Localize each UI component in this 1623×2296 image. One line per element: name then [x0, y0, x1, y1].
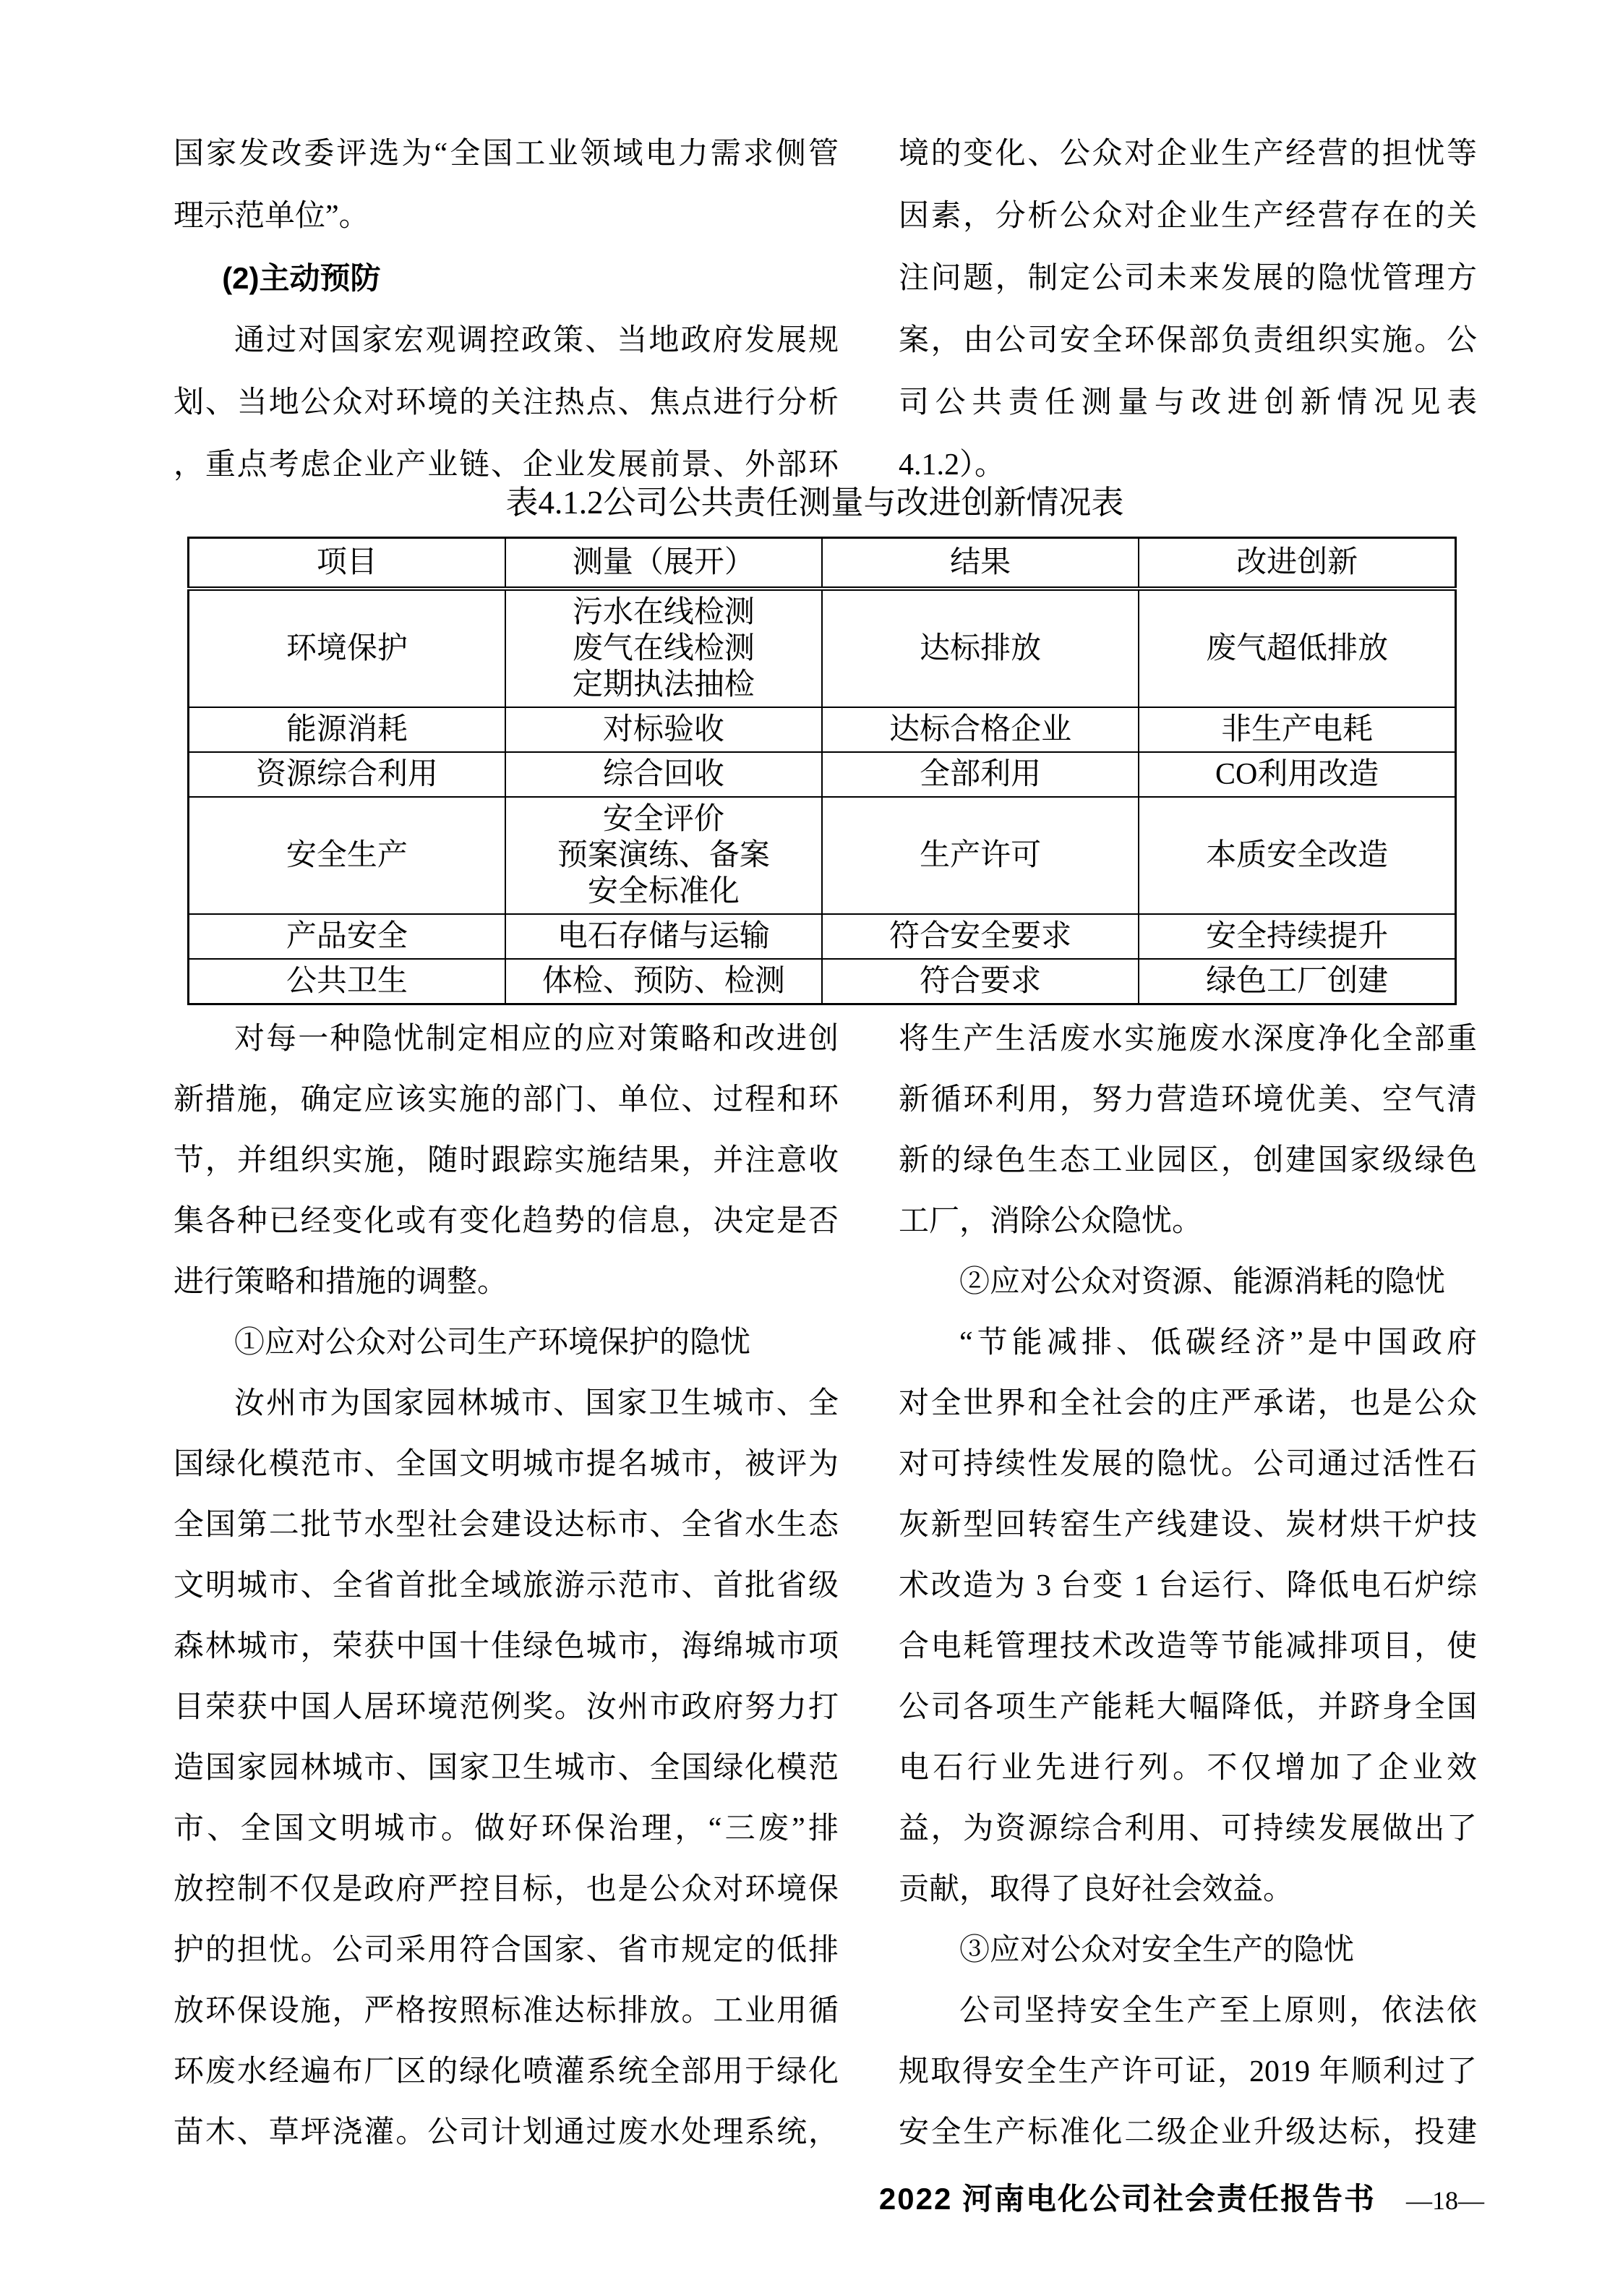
- text-line: 目荣获中国人居环境范例奖。汝州市政府努力打: [174, 1691, 839, 1724]
- cell-measure: 电石存储与运输: [505, 914, 822, 959]
- responsibility-table: [187, 537, 1457, 1005]
- cell-item: 公共卫生: [189, 959, 505, 1004]
- text-line: 节，并组织实施，随时跟踪实施结果，并注意收: [174, 1144, 839, 1177]
- cell-innovation: 安全持续提升: [1139, 914, 1455, 959]
- text-line: 苗木、草坪浇灌。公司计划通过废水处理系统，: [174, 2116, 839, 2149]
- cell-innovation: 废气超低排放: [1139, 589, 1455, 707]
- text-line: 对全世界和全社会的庄严承诺，也是公众: [899, 1387, 1477, 1420]
- cell-item: 资源综合利用: [189, 752, 505, 797]
- table-row: [189, 707, 1456, 752]
- text-line: 司公共责任测量与改进创新情况见表: [899, 386, 1477, 419]
- text-line: 理示范单位”。: [174, 200, 369, 233]
- text-line: 新措施，确定应该实施的部门、单位、过程和环: [174, 1083, 839, 1117]
- text-line: 护的担忧。公司采用符合国家、省市规定的低排: [174, 1934, 839, 1967]
- text-line: 进行策略和措施的调整。: [174, 1266, 508, 1299]
- table-header-cell: 项目: [189, 538, 505, 589]
- page-footer: [879, 2175, 1484, 2219]
- table-header-cell: 改进创新: [1139, 538, 1455, 589]
- footer-page-number: —18—: [1406, 2186, 1484, 2215]
- cell-measure: 污水在线检测 废气在线检测 定期执法抽检: [505, 589, 822, 707]
- text-line: 贡献，取得了良好社会效益。: [899, 1873, 1294, 1906]
- table-row: [189, 752, 1456, 797]
- text-line: 市、全国文明城市。做好环保治理，“三废”排: [174, 1812, 839, 1845]
- cell-item: 能源消耗: [189, 707, 505, 752]
- cell-measure: 体检、预防、检测: [505, 959, 822, 1004]
- text-line: “节能减排、低碳经济”是中国政府: [959, 1326, 1477, 1360]
- table-row: [189, 797, 1456, 914]
- cell-result: 达标排放: [822, 589, 1139, 707]
- cell-measure: 安全评价 预案演练、备案 安全标准化: [505, 797, 822, 914]
- text-line: 森林城市，荣获中国十佳绿色城市，海绵城市项: [174, 1630, 839, 1663]
- cell-result: 生产许可: [822, 797, 1139, 914]
- text-line: 灰新型回转窑生产线建设、炭材烘干炉技: [899, 1508, 1477, 1542]
- text-line: 对可持续性发展的隐忧。公司通过活性石: [899, 1448, 1477, 1481]
- text-line: 电石行业先进行列。不仅增加了企业效: [899, 1751, 1477, 1785]
- bottom-right-column: [899, 1009, 1477, 2163]
- top-left-column: [174, 123, 839, 496]
- text-line: 工厂，消除公众隐忧。: [899, 1205, 1203, 1238]
- text-line: 国家发改委评选为“全国工业领域电力需求侧管: [174, 137, 839, 171]
- text-line: 文明城市、全省首批全域旅游示范市、首批省级: [174, 1569, 839, 1602]
- text-line: 通过对国家宏观调控政策、当地政府发展规: [234, 324, 839, 357]
- text-line: 安全生产标准化二级企业升级达标，投建: [899, 2116, 1477, 2149]
- text-line: 全国第二批节水型社会建设达标市、全省水生态: [174, 1508, 839, 1542]
- table-header-cell: 测量（展开）: [505, 538, 822, 589]
- text-line: 国绿化模范市、全国文明城市提名城市，被评为: [174, 1448, 839, 1481]
- table-caption: 表4.1.2公司公共责任测量与改进创新情况表: [505, 485, 1124, 521]
- top-right-column: [899, 123, 1477, 496]
- table-header-cell: 结果: [822, 538, 1139, 589]
- table-row: [189, 959, 1456, 1004]
- text-line: 公司各项生产能耗大幅降低，并跻身全国: [899, 1691, 1477, 1724]
- cell-measure: 对标验收: [505, 707, 822, 752]
- text-line: 新的绿色生态工业园区，创建国家级绿色: [899, 1144, 1477, 1177]
- text-line: 术改造为 3 台变 1 台运行、降低电石炉综: [899, 1569, 1477, 1602]
- text-line: 对每一种隐忧制定相应的应对策略和改进创: [234, 1023, 839, 1056]
- text-line: 注问题，制定公司未来发展的隐忧管理方: [899, 262, 1477, 295]
- text-line: 案，由公司安全环保部负责组织实施。公: [899, 324, 1477, 357]
- text-line: 造国家园林城市、国家卫生城市、全国绿化模范: [174, 1751, 839, 1785]
- text-line: ②应对公众对资源、能源消耗的隐忧: [959, 1266, 1446, 1299]
- text-line: 4.1.2）。: [899, 448, 1006, 482]
- text-line: 集各种已经变化或有变化趋势的信息，决定是否: [174, 1205, 839, 1238]
- text-line: 将生产生活废水实施废水深度净化全部重: [899, 1023, 1477, 1056]
- text-line: 放控制不仅是政府严控目标，也是公众对环境保: [174, 1873, 839, 1906]
- cell-item: 安全生产: [189, 797, 505, 914]
- cell-item: 产品安全: [189, 914, 505, 959]
- bottom-left-column: [174, 1009, 839, 2163]
- cell-measure: 综合回收: [505, 752, 822, 797]
- text-line: 益，为资源综合利用、可持续发展做出了: [899, 1812, 1477, 1845]
- text-line: 境的变化、公众对企业生产经营的担忧等: [899, 137, 1477, 171]
- cell-innovation: 非生产电耗: [1139, 707, 1455, 752]
- text-line: 汝州市为国家园林城市、国家卫生城市、全: [234, 1387, 839, 1420]
- cell-innovation: CO利用改造: [1139, 752, 1455, 797]
- text-line: 放环保设施，严格按照标准达标排放。工业用循: [174, 1994, 839, 2028]
- cell-item: 环境保护: [189, 589, 505, 707]
- text-line: ③应对公众对安全生产的隐忧: [959, 1934, 1355, 1967]
- cell-innovation: 绿色工厂创建: [1139, 959, 1455, 1004]
- cell-result: 符合安全要求: [822, 914, 1139, 959]
- text-line: (2)主动预防: [222, 261, 381, 295]
- cell-innovation: 本质安全改造: [1139, 797, 1455, 914]
- text-line: 规取得安全生产许可证，2019 年顺利过了: [899, 2055, 1477, 2088]
- text-line: 合电耗管理技术改造等节能减排项目，使: [899, 1630, 1477, 1663]
- text-line: ①应对公众对公司生产环境保护的隐忧: [234, 1326, 751, 1360]
- footer-report-title: 2022 河南电化公司社会责任报告书: [878, 2182, 1376, 2216]
- cell-result: 符合要求: [822, 959, 1139, 1004]
- text-line: ，重点考虑企业产业链、企业发展前景、外部环: [174, 448, 839, 482]
- table-row: [189, 589, 1456, 707]
- text-line: 划、当地公众对环境的关注热点、焦点进行分析: [174, 386, 839, 419]
- text-line: 环废水经遍布厂区的绿化喷灌系统全部用于绿化: [174, 2055, 839, 2088]
- cell-result: 达标合格企业: [822, 707, 1139, 752]
- table-header-row: [189, 538, 1456, 589]
- text-line: 新循环利用，努力营造环境优美、空气清: [899, 1083, 1477, 1117]
- table-row: [189, 914, 1456, 959]
- cell-result: 全部利用: [822, 752, 1139, 797]
- text-line: 因素，分析公众对企业生产经营存在的关: [899, 200, 1477, 233]
- text-line: 公司坚持安全生产至上原则，依法依: [959, 1994, 1477, 2028]
